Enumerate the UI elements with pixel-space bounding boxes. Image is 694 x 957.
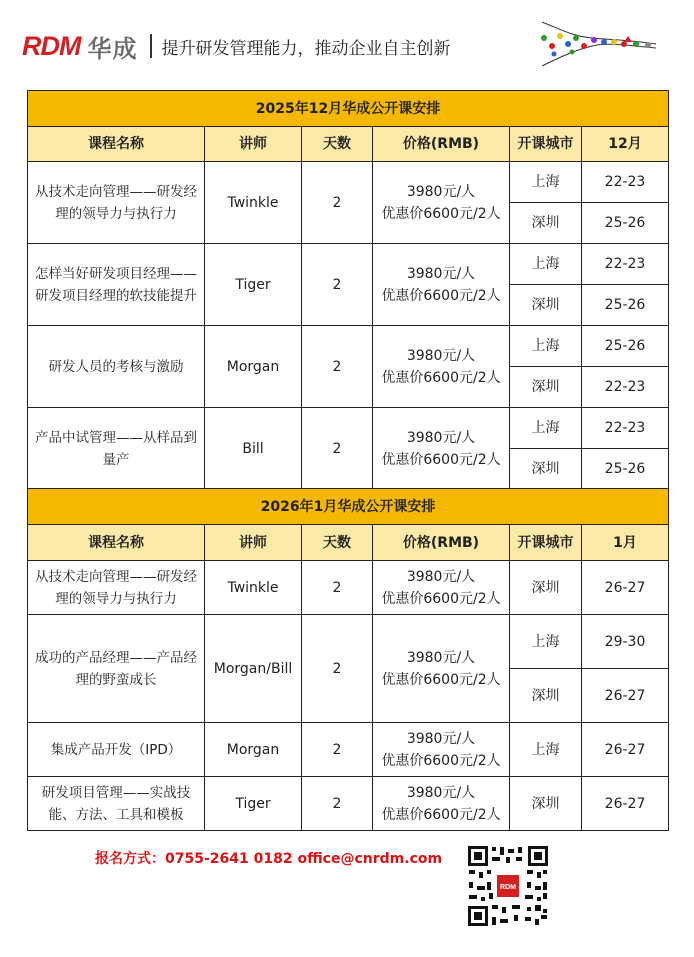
section-title: 2026年1月华成公开课安排 — [28, 489, 669, 525]
days: 2 — [302, 777, 373, 831]
city: 上海 — [510, 326, 582, 367]
price — [373, 561, 510, 615]
price-discount: 优惠价6600元/2人 — [381, 752, 501, 769]
lecturer: Twinkle — [205, 162, 302, 244]
schedule-table-december-2025 — [27, 90, 669, 490]
table-header-row — [28, 525, 669, 561]
lecturer: Tiger — [205, 244, 302, 326]
registration-contact: 报名方式：0755-2641 0182 office@cnrdm.com — [95, 851, 443, 867]
price — [373, 615, 510, 723]
column-header-city: 开课城市 — [510, 525, 582, 561]
days: 2 — [302, 723, 373, 777]
table-row — [28, 615, 669, 669]
course-name: 研发人员的考核与激励 — [28, 326, 205, 408]
date: 26-27 — [582, 561, 669, 615]
column-header-city: 开课城市 — [510, 127, 582, 162]
city: 上海 — [510, 723, 582, 777]
column-header-lecturer: 讲师 — [205, 127, 302, 162]
date: 22-23 — [582, 162, 669, 203]
price-per-person: 3980元/人 — [406, 649, 476, 666]
table-row — [28, 723, 669, 777]
lecturer: Morgan — [205, 723, 302, 777]
column-header-price: 价格(RMB) — [373, 525, 510, 561]
date: 26-27 — [582, 777, 669, 831]
table-row — [28, 326, 669, 367]
price-per-person: 3980元/人 — [406, 429, 476, 446]
decorative-network-graphic-icon — [532, 16, 660, 72]
table-row — [28, 162, 669, 203]
price-discount: 优惠价6600元/2人 — [381, 451, 501, 468]
section-title-row — [28, 91, 669, 127]
table-row — [28, 244, 669, 285]
date: 25-26 — [582, 326, 669, 367]
price-per-person: 3980元/人 — [406, 347, 476, 364]
lecturer: Morgan/Bill — [205, 615, 302, 723]
qr-code-icon — [467, 845, 549, 927]
date: 22-23 — [582, 244, 669, 285]
table-header-row — [28, 127, 669, 162]
city: 深圳 — [510, 449, 582, 490]
city: 上海 — [510, 162, 582, 203]
column-header-month: 1月 — [582, 525, 669, 561]
price-per-person: 3980元/人 — [406, 730, 476, 747]
column-header-course: 课程名称 — [28, 127, 205, 162]
price-discount: 优惠价6600元/2人 — [381, 671, 501, 688]
company-logo — [22, 30, 451, 62]
city: 深圳 — [510, 367, 582, 408]
schedule-table-january-2026 — [27, 488, 669, 831]
price-discount: 优惠价6600元/2人 — [381, 806, 501, 823]
lecturer: Morgan — [205, 326, 302, 408]
price — [373, 244, 510, 326]
qr-center-label: RDM — [500, 884, 516, 891]
price — [373, 777, 510, 831]
city: 上海 — [510, 408, 582, 449]
date: 25-26 — [582, 285, 669, 326]
city: 深圳 — [510, 669, 582, 723]
lecturer: Tiger — [205, 777, 302, 831]
column-header-lecturer: 讲师 — [205, 525, 302, 561]
price — [373, 326, 510, 408]
city: 深圳 — [510, 203, 582, 244]
course-name: 集成产品开发（IPD） — [28, 723, 205, 777]
city: 深圳 — [510, 561, 582, 615]
days: 2 — [302, 244, 373, 326]
logo-chinese-text: 华成 — [87, 34, 138, 63]
days: 2 — [302, 162, 373, 244]
city: 深圳 — [510, 777, 582, 831]
days: 2 — [302, 326, 373, 408]
date: 25-26 — [582, 203, 669, 244]
date: 29-30 — [582, 615, 669, 669]
city: 上海 — [510, 615, 582, 669]
section-title-row — [28, 489, 669, 525]
course-name: 成功的产品经理——产品经理的野蛮成长 — [28, 615, 205, 723]
date: 26-27 — [582, 669, 669, 723]
date: 26-27 — [582, 723, 669, 777]
days: 2 — [302, 615, 373, 723]
lecturer: Bill — [205, 408, 302, 490]
days: 2 — [302, 408, 373, 490]
price-per-person: 3980元/人 — [406, 784, 476, 801]
date: 25-26 — [582, 449, 669, 490]
slogan: 提升研发管理能力，推动企业自主创新 — [161, 38, 451, 59]
price-per-person: 3980元/人 — [406, 183, 476, 200]
column-header-days: 天数 — [302, 525, 373, 561]
table-row — [28, 777, 669, 831]
price — [373, 723, 510, 777]
column-header-days: 天数 — [302, 127, 373, 162]
price-discount: 优惠价6600元/2人 — [381, 205, 501, 222]
column-header-course: 课程名称 — [28, 525, 205, 561]
course-name: 研发项目管理——实战技能、方法、工具和模板 — [28, 777, 205, 831]
table-row — [28, 561, 669, 615]
table-row — [28, 408, 669, 449]
column-header-month: 12月 — [582, 127, 669, 162]
course-name: 产品中试管理——从样品到量产 — [28, 408, 205, 490]
column-header-price: 价格(RMB) — [373, 127, 510, 162]
price — [373, 162, 510, 244]
lecturer: Twinkle — [205, 561, 302, 615]
city: 深圳 — [510, 285, 582, 326]
date: 22-23 — [582, 367, 669, 408]
page-header — [0, 0, 694, 80]
date: 22-23 — [582, 408, 669, 449]
days: 2 — [302, 561, 373, 615]
course-name: 从技术走向管理——研发经理的领导力与执行力 — [28, 162, 205, 244]
price-discount: 优惠价6600元/2人 — [381, 590, 501, 607]
logo-divider — [150, 34, 152, 58]
price-discount: 优惠价6600元/2人 — [381, 287, 501, 304]
logo-rdm-text: RDM — [22, 30, 81, 61]
section-title: 2025年12月华成公开课安排 — [28, 91, 669, 127]
price-discount: 优惠价6600元/2人 — [381, 369, 501, 386]
course-name: 怎样当好研发项目经理——研发项目经理的软技能提升 — [28, 244, 205, 326]
price-per-person: 3980元/人 — [406, 568, 476, 585]
price — [373, 408, 510, 490]
course-name: 从技术走向管理——研发经理的领导力与执行力 — [28, 561, 205, 615]
city: 上海 — [510, 244, 582, 285]
price-per-person: 3980元/人 — [406, 265, 476, 282]
